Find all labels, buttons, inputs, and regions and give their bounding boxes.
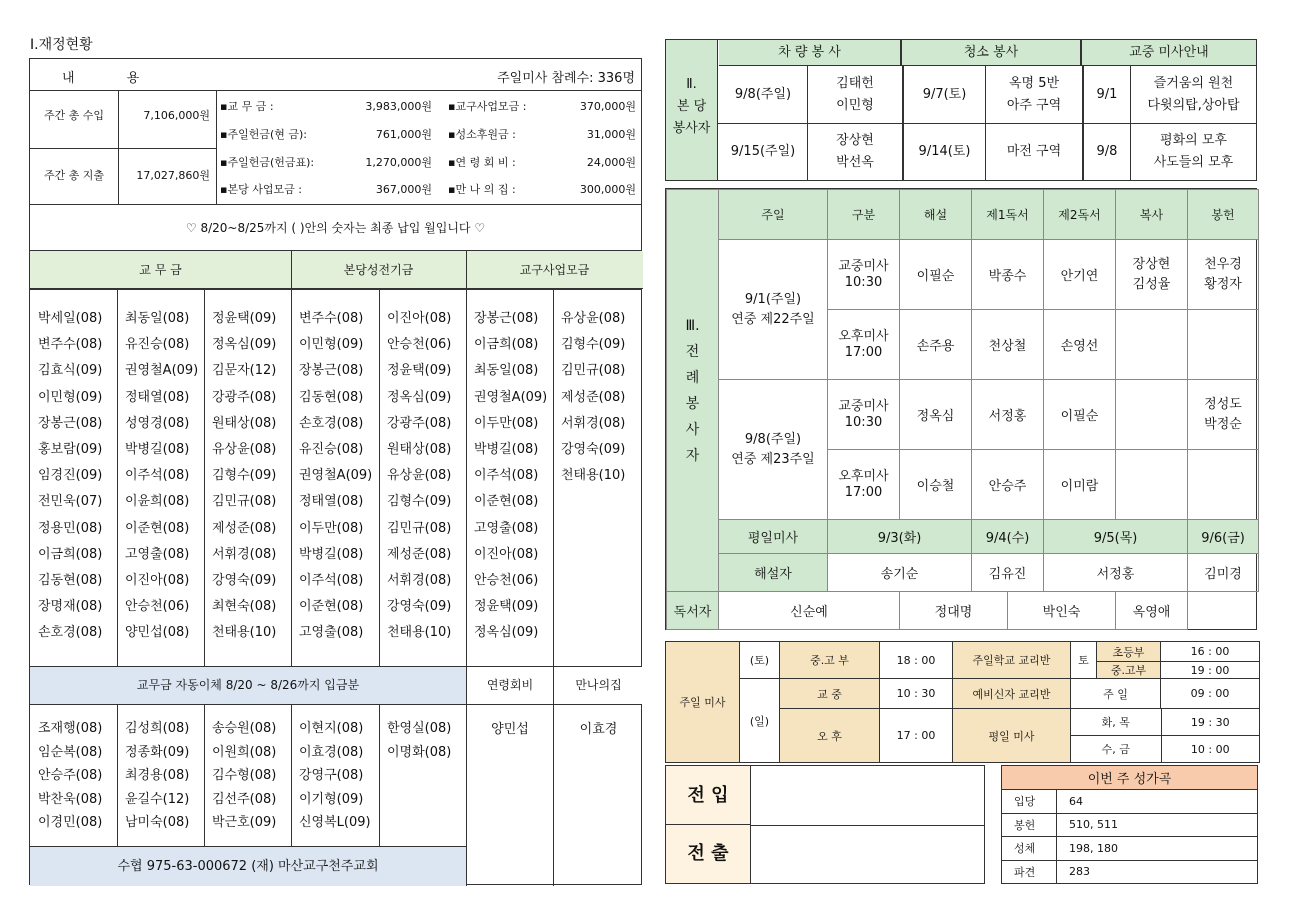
clean-date: 9/7(토) [922,87,967,102]
donor-name: 안승주(08) [38,768,103,783]
donor-name: 김동현(08) [38,573,103,589]
donor-name: 최현숙(08) [212,599,277,615]
bongheon [1188,450,1259,520]
donor-name: 고영출(08) [474,520,539,536]
boksa: 장상현 김성율 [1116,240,1188,310]
weekday-date: 9/4(수) [972,520,1044,554]
bank-account: 수협 975-63-000672 (재) 마산교구천주교회 [30,847,466,886]
donor-name: 서휘경(08) [387,573,452,589]
donor-name: 변주수(08) [299,311,364,326]
donor-name: 권영철A(09) [299,468,373,484]
donor-name: 김민규(08) [561,363,626,379]
hymn-table [1001,765,1258,884]
donor-name: 김민규(08) [387,520,452,536]
mass-type: 오후미사 17:00 [828,310,900,380]
detail-label: ▪주일헌금(헌금표): [220,156,315,169]
donor-name: 박병길(08) [125,442,190,458]
donor-name: 이두만(08) [474,415,539,431]
sunday-mass-label: 주일 미사 [666,642,740,763]
mass-type: 교중미사 10:30 [828,380,900,450]
ohu-label: 오 후 [780,709,880,763]
donor-name: 한영실(08) [387,721,452,736]
donor-name: 정옥심(09) [474,625,539,641]
donor-name: 이민형(09) [299,337,364,353]
finance-header [30,59,641,91]
sunday-school-label: 주일학교 교리반 [953,642,1071,679]
ohu-time: 17 : 00 [880,709,953,763]
gyogu-header: 교구사업모금 [466,251,643,289]
content-label: 내 용 [62,71,140,86]
donor-name: 윤길수(12) [125,791,190,807]
section2-label: Ⅱ. 본 당 봉사자 [666,40,718,180]
donor-name: 강영숙(09) [387,599,452,615]
donor-name: 이진아(08) [474,546,539,562]
donor-name: 김문자(12) [212,363,277,379]
hymn-value: 283 [1057,860,1258,884]
guide-group: 평화의 모후 사도들의 모후 [1153,133,1234,170]
detail-label: ▪연 령 회 비 : [448,156,516,169]
donor-name: 임순복(08) [38,744,103,760]
manna-name: 이효경 [579,722,618,737]
donor-name: 권영철A(09) [125,363,199,379]
detail-label: ▪교 무 금 : [220,100,274,113]
weekday-label: 평일미사 [719,520,828,554]
donor-name: 안승천(06) [125,599,190,615]
mass-schedule-table [665,641,1260,763]
car-date: 9/8(주일) [734,87,792,102]
donor-name: 김성희(08) [125,721,190,736]
hymn-label: 파견 [1002,860,1057,884]
su-geum-label: 수, 금 [1071,736,1161,763]
donor-name: 이윤희(08) [125,494,190,510]
car-names: 김태헌 이민형 [836,76,874,113]
clean-date: 9/14(토) [918,144,971,159]
donor-name: 이원희(08) [212,744,277,760]
commentator: 서정홍 [1044,554,1188,592]
commentator-label: 해설자 [719,554,828,592]
donor-name: 이진아(08) [125,573,190,589]
reading2: 손영선 [1044,310,1116,380]
donor-name: 이기형(09) [299,791,364,807]
donor-name: 천태용(10) [561,468,626,484]
donor-name: 이민형(09) [38,389,103,405]
junggo-time: 18 : 00 [880,642,953,679]
donor-name: 변주수(08) [38,337,103,353]
liturgy-volunteers [665,188,1257,630]
detail-label: ▪본당 사업모금 : [220,183,302,196]
donor-name: 김동현(08) [299,389,364,405]
donor-name: 유상윤(08) [212,442,277,458]
donor-name: 조재행(08) [38,721,103,736]
sunday-cell: 9/1(주일) 연중 제22주일 [719,240,828,380]
boksa [1116,450,1188,520]
auto-col-4 [291,717,371,835]
donor-name: 강영숙(09) [561,442,626,458]
donor-name: 서휘경(08) [212,546,277,562]
col-header: 제2독서 [1044,190,1116,240]
donor-name: 이금희(08) [38,546,103,562]
donor-name: 김수형(08) [212,768,277,783]
clean-group: 옥명 5반 아주 구역 [1006,76,1062,113]
donor-name: 유상윤(08) [561,311,626,326]
donor-name: 정옥심(09) [387,389,452,405]
donor-name: 박찬욱(08) [38,791,103,807]
donor-name: 최경용(08) [125,768,190,783]
car-names: 장상현 박선옥 [836,133,874,170]
reader: 신순예 [719,592,900,630]
gyomu-col-3 [204,306,276,647]
reader: 박인숙 [1008,592,1116,630]
weekday-date: 9/3(화) [828,520,972,554]
donor-name: 유진승(08) [125,337,190,353]
junggo-label: 중.고 부 [780,642,880,679]
donor-name: 이주석(08) [125,468,190,484]
donor-name: 이준현(08) [125,520,190,536]
boksa [1116,310,1188,380]
attendance-count: 주일미사 참례수: 336명 [497,71,635,86]
boksa [1116,380,1188,450]
guide-group: 즐거움의 원천 다윗의탑,상아탑 [1147,76,1240,113]
saturday-short: 토 [1071,642,1097,679]
donor-name: 홍보람(09) [38,442,103,458]
donor-name: 김형수(09) [561,337,626,353]
donor-name: 손호경(08) [38,625,103,641]
donor-name: 최동일(08) [125,311,190,326]
donor-name: 박병길(08) [299,546,364,562]
sun-label: (일) [740,679,780,763]
donor-name: 강광주(08) [387,415,452,431]
reading1: 안승주 [972,450,1044,520]
donor-name: 안승천(06) [474,573,539,589]
donor-name: 이명화(08) [387,744,452,760]
donor-name: 장봉근(08) [38,415,103,431]
gyogu-col-2 [553,306,625,489]
donor-name: 원태상(08) [387,442,452,458]
yeonryeong-header: 연령회비 [467,667,553,704]
commentator: 송기순 [828,554,972,592]
hymn-title: 이번 주 성가곡 [1002,766,1258,790]
auto-transfer-header: 교무금 자동이체 8/20 ~ 8/26까지 입금분 [30,667,466,704]
donor-name: 정윤택(09) [387,363,452,379]
col-header: 구분 [828,190,900,240]
hymn-label: 입당 [1002,790,1057,814]
gyomu-col-1 [30,306,102,647]
donor-name: 제성준(08) [212,520,277,536]
bongheon: 천우경 황정자 [1188,240,1259,310]
bondang-col-1 [291,306,372,647]
detail-value: 1,270,000원 [365,156,432,169]
hymn-value: 198, 180 [1057,837,1258,861]
gyojung-label: 교 중 [780,679,880,709]
chodeung-label: 초등부 [1097,642,1161,662]
section3-label: Ⅲ. 전 례 봉 사 자 [667,190,719,592]
reader: 옥영애 [1116,592,1188,630]
hymn-label: 봉헌 [1002,813,1057,837]
detail-value: 3,983,000원 [365,100,432,113]
donor-name: 송승원(08) [212,721,277,736]
donor-name: 손호경(08) [299,415,364,431]
liturgy-table [666,189,1259,630]
reading1: 박종수 [972,240,1044,310]
col-header: 봉헌 [1188,190,1259,240]
col-header: 주일 [719,190,828,240]
donor-name: 강영구(08) [299,768,364,783]
donor-name: 박병길(08) [474,442,539,458]
donor-name: 장봉근(08) [474,311,539,326]
chodeung-time: 16 : 00 [1161,642,1260,662]
auto-col-2 [117,717,189,835]
junggo2-time: 19 : 00 [1161,662,1260,679]
donor-name: 유상윤(08) [387,468,452,484]
hymn-value: 64 [1057,790,1258,814]
donor-name: 장봉근(08) [299,363,364,379]
donor-name: 이금희(08) [474,337,539,353]
donor-name: 김선주(08) [212,791,277,807]
donor-name: 제성준(08) [561,389,626,405]
donor-name: 김민규(08) [212,494,277,510]
guide-date: 9/1 [1096,87,1118,102]
detail-label: ▪주일헌금(현 금): [220,128,307,141]
donor-name: 이경민(08) [38,815,103,830]
weekday-mass-label: 평일 미사 [953,709,1071,763]
mass-type: 오후미사 17:00 [828,450,900,520]
col-header: 복사 [1116,190,1188,240]
weekday-date: 9/6(금) [1188,520,1259,554]
donor-name: 천태용(10) [387,625,452,641]
donor-name: 이진아(08) [387,311,452,326]
donor-name: 이두만(08) [299,520,364,536]
gyomu-col-2 [117,306,198,647]
haesol: 손주용 [900,310,972,380]
guide-date: 9/8 [1096,144,1118,159]
expense-label: 주간 총 지출 [43,169,105,182]
auto-col-5 [379,717,451,764]
car-service-header: 차 량 봉 사 [719,40,902,66]
detail-value: 367,000원 [375,183,432,196]
donor-name: 최동일(08) [474,363,539,379]
donor-name: 장명재(08) [38,599,103,615]
ju-il-time: 09 : 00 [1161,679,1260,709]
reading1: 서정홍 [972,380,1044,450]
haesol: 이승철 [900,450,972,520]
income-value: 7,106,000원 [143,109,210,122]
donor-lists [30,251,641,886]
haesol: 이필순 [900,240,972,310]
ju-il-label: 주 일 [1071,679,1161,709]
auto-col-1 [30,717,102,835]
donor-name: 전민욱(07) [38,494,103,510]
reader-label: 독서자 [667,592,719,630]
commentator: 김미경 [1188,554,1259,592]
donor-name: 유진승(08) [299,442,364,458]
gyomu-header: 교 무 금 [30,251,291,289]
donor-name: 정용민(08) [38,520,103,536]
hwa-mok-label: 화, 목 [1071,709,1161,736]
donor-name: 정종화(09) [125,744,190,760]
detail-value: 24,000원 [586,156,636,169]
finance-summary [30,91,641,205]
commentator: 김유진 [972,554,1044,592]
hymn-value: 510, 511 [1057,813,1258,837]
detail-value: 31,000원 [586,128,636,141]
donor-name: 신영복L(09) [299,815,371,830]
donor-name: 양민섭(08) [125,625,190,641]
donor-name: 안승천(06) [387,337,452,353]
donor-name: 임경진(09) [38,468,103,484]
donor-name: 권영철A(09) [474,389,548,405]
donor-name: 김형수(09) [212,468,277,484]
hymn-box [1001,765,1258,884]
col-header: 해설 [900,190,972,240]
donor-name: 정옥심(09) [212,337,277,353]
donor-name: 김형수(09) [387,494,452,510]
reading2: 이필순 [1044,380,1116,450]
manna-header: 만나의집 [554,667,643,704]
bondang-col-2 [379,306,451,647]
reading2: 안기연 [1044,240,1116,310]
donor-name: 박근호(09) [212,815,277,830]
yeonryeong-name: 양민섭 [491,722,529,737]
donor-name: 이준현(08) [474,494,539,510]
junggo2-label: 중.고부 [1097,662,1161,679]
finance-table [29,58,642,885]
transfer-box [665,765,985,884]
gyogu-col-1 [466,306,547,647]
catechumen-label: 예비신자 교리반 [953,679,1071,709]
income-label: 주간 총 수입 [43,109,105,122]
mass-type: 교중미사 10:30 [828,240,900,310]
donor-name: 정윤택(09) [474,599,539,615]
transfer-in-label: 전 입 [666,766,751,825]
donor-name: 고영출(08) [299,625,364,641]
hwa-mok-time: 19 : 30 [1161,709,1259,736]
donor-name: 고영출(08) [125,546,190,562]
donor-name: 원태상(08) [212,415,277,431]
expense-value: 17,027,860원 [136,169,210,182]
transfer-out-label: 전 출 [666,825,751,883]
hymn-label: 성체 [1002,837,1057,861]
sunday-cell: 9/8(주일) 연중 제23주일 [719,380,828,520]
donor-name: 천태용(10) [212,625,277,641]
donor-name: 성영경(08) [125,415,190,431]
donor-name: 강광주(08) [212,389,277,405]
detail-value: 761,000원 [375,128,432,141]
donor-name: 이주석(08) [299,573,364,589]
clean-group: 마전 구역 [1006,144,1062,159]
bongheon [1188,310,1259,380]
donor-name: 박세일(08) [38,311,103,326]
donor-name: 이준현(08) [299,599,364,615]
donor-name: 정윤택(09) [212,311,277,326]
auto-col-3 [204,717,276,835]
bongheon: 정성도 박정순 [1188,380,1259,450]
car-date: 9/15(주일) [730,144,796,159]
sat-label: (토) [740,642,780,679]
donor-name: 강영숙(09) [212,573,277,589]
section1-title: Ⅰ.재정현황 [30,37,93,53]
mass-guide-header: 교중 미사안내 [1082,40,1256,66]
detail-label: ▪성소후원금 : [448,128,516,141]
detail-label: ▪교구사업모금 : [448,100,527,113]
haesol: 정옥심 [900,380,972,450]
detail-value: 300,000원 [579,183,636,196]
finance-notice: ♡ 8/20~8/25까지 ( )안의 숫자는 최종 납입 월입니다 ♡ [30,205,641,251]
reader: 정대명 [900,592,1008,630]
reading1: 천상철 [972,310,1044,380]
weekday-date: 9/5(목) [1044,520,1188,554]
parish-volunteers [665,39,1257,181]
cleaning-header: 청소 봉사 [902,40,1082,66]
reading2: 이미람 [1044,450,1116,520]
donor-name: 서휘경(08) [561,415,626,431]
donor-name: 정태열(08) [299,494,364,510]
detail-value: 370,000원 [579,100,636,113]
su-geum-time: 10 : 00 [1190,742,1230,756]
donor-name: 이현지(08) [299,721,364,736]
donor-name: 정태열(08) [125,389,190,405]
donor-name: 남미숙(08) [125,815,190,830]
detail-label: ▪만 나 의 집 : [448,183,516,196]
col-header: 제1독서 [972,190,1044,240]
mass-schedule [665,641,1259,761]
bondang-header: 본당성전기금 [291,251,466,289]
gyojung-time: 10 : 30 [880,679,953,709]
weekday-times [1071,709,1260,763]
donor-name: 제성준(08) [387,546,452,562]
donor-name: 이효경(08) [299,744,364,760]
donor-name: 이주석(08) [474,468,539,484]
donor-name: 김효식(09) [38,363,103,379]
